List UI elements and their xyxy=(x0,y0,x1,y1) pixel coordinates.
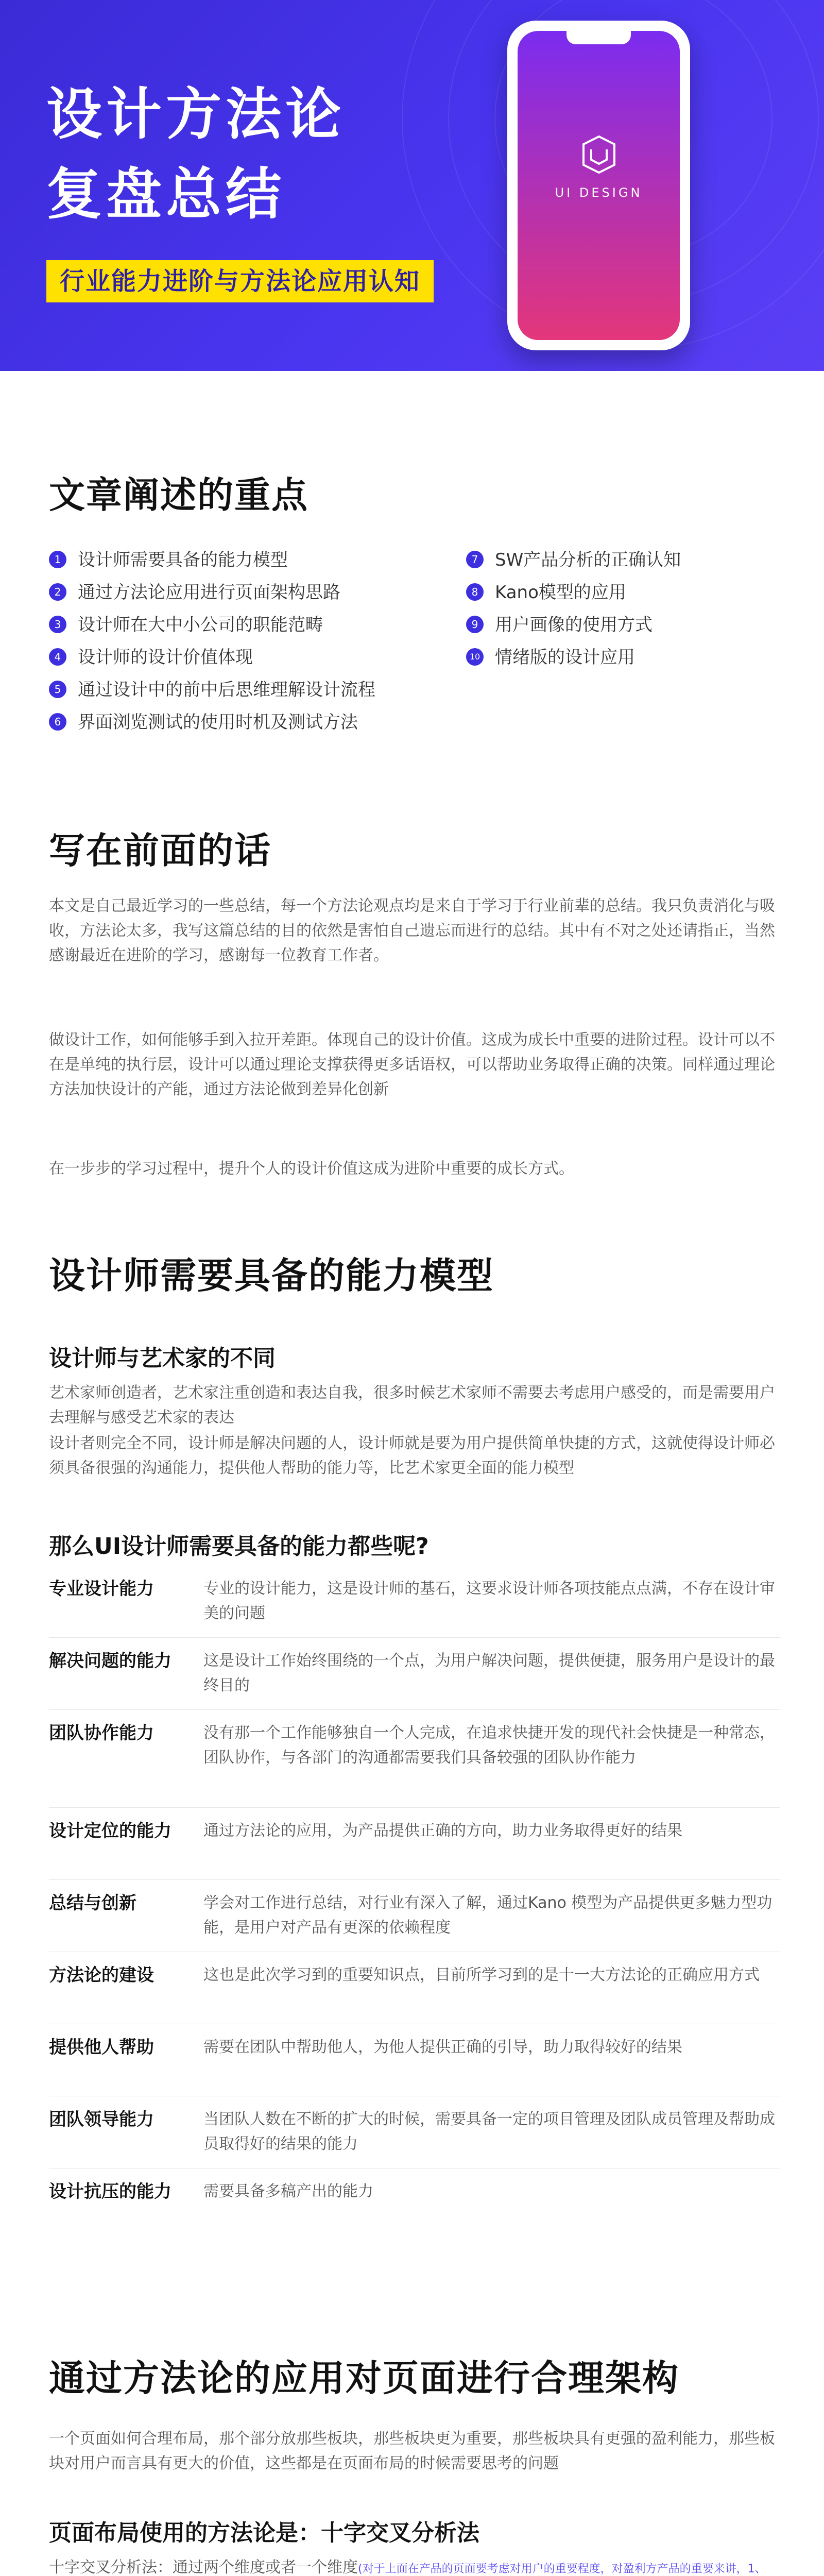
phone-notch xyxy=(566,31,631,44)
hero-subtitle: 行业能力进阶与方法论应用认知 xyxy=(46,260,434,302)
arch-paragraph-1: 一个页面如何合理布局，那个部分放那些板块，那些板块更为重要，那些板块具有更强的盈利能力，那些板块对用户而言具有更大的价值，这些都是在页面布局的时候需要思考的问题 xyxy=(49,2430,775,2472)
intro-heading: 写在前面的话 xyxy=(49,822,271,874)
ability-row: 总结与创新 学会对工作进行总结，对行业有深入了解，通过Kano 模型为产品提供更多魅力型功能，是用户对产品有更深的依赖程度 xyxy=(49,1891,780,1942)
toc-heading: 文章阐述的重点 xyxy=(49,466,308,518)
ability-row: 团队领导能力 当团队人数在不断的扩大的时候，需要具备一定的项目管理及团队成员管理及帮助成员取得好的结果的能力 xyxy=(49,2107,780,2159)
intro-paragraph-1: 本文是自己最近学习的一些总结，每一个方法论观点均是来自于学习于行业前辈的总结。我只负责消化与吸收，方法论太多，我写这篇总结的目的依然是害怕自己遗忘而进行的总结。其中有不对之处还请指正，当然感谢最近在进阶的学习，感谢每一位教育工作者。 xyxy=(49,897,775,964)
ability-subtitle-2: 那么UI设计师需要具备的能力都些呢? xyxy=(49,1533,429,1560)
ability-row: 设计抗压的能力 需要具备多稿产出的能力 xyxy=(49,2181,373,2202)
ability-subtitle-1: 设计师与艺术家的不同 xyxy=(49,1345,276,1371)
toc-item[interactable]: 8 Kano模型的应用 xyxy=(466,581,626,604)
ability-paragraph-1: 艺术家师创造者，艺术家注重创造和表达自我，很多时候艺术家师不需要去考虑用户感受的，而是需要用户去理解与感受艺术家的表达 xyxy=(49,1384,775,1427)
ability-paragraph-2: 设计者则完全不同，设计师是解决问题的人，设计师就是要为用户提供简单快捷的方式，这就使得设计师必须具备很强的沟通能力，提供他人帮助的能力等，比艺术家更全面的能力模型 xyxy=(49,1434,775,1477)
toc-item[interactable]: 1 设计师需要具备的能力模型 xyxy=(49,549,288,571)
intro-paragraph-2: 做设计工作，如何能够手到入拉开差距。体现自己的设计价值。这成为成长中重要的进阶过程。设计可以不在是单纯的执行层，设计可以通过理论支撑获得更多话语权，可以帮助业务取得正确的决策。同样通过理论方法加快设计的产能，通过方法论做到差异化创新 xyxy=(49,1031,775,1098)
toc-item[interactable]: 6 界面浏览测试的使用时机及测试方法 xyxy=(49,711,358,734)
phone-label: UI DESIGN xyxy=(555,185,643,200)
toc-item[interactable]: 7 SW产品分析的正确认知 xyxy=(466,549,681,571)
intro-paragraph-3: 在一步步的学习过程中，提升个人的设计价值这成为进阶中重要的成长方式。 xyxy=(49,1160,574,1178)
toc-item[interactable]: 2 通过方法论应用进行页面架构思路 xyxy=(49,581,340,604)
toc-item[interactable]: 4 设计师的设计价值体现 xyxy=(49,646,253,669)
ability-row: 团队协作能力 没有那一个工作能够独自一个人完成，在追求快捷开发的现代社会快捷是一种常态，团队协作，与各部门的沟通都需要我们具备较强的团队协作能力 xyxy=(49,1721,780,1797)
arch-subtitle: 页面布局使用的方法论是：十字交叉分析法 xyxy=(49,2520,479,2546)
toc-item[interactable]: 5 通过设计中的前中后思维理解设计流程 xyxy=(49,679,375,701)
phone-mockup xyxy=(507,21,690,350)
ui-design-logo-icon xyxy=(578,134,620,175)
ability-heading: 设计师需要具备的能力模型 xyxy=(49,1247,494,1299)
ability-row: 提供他人帮助 需要在团队中帮助他人，为他人提供正确的引导，助力取得较好的结果 xyxy=(49,2035,780,2087)
arch-heading: 通过方法论的应用对页面进行合理架构 xyxy=(49,2349,679,2401)
toc-item[interactable]: 3 设计师在大中小公司的职能范畴 xyxy=(49,614,323,636)
ability-row: 方法论的建设 这也是此次学习到的重要知识点，目前所学习到的是十一大方法论的正确应用方式 xyxy=(49,1963,780,2014)
toc-item[interactable]: 9 用户画像的使用方式 xyxy=(466,614,653,636)
toc-item[interactable]: 10 情绪版的设计应用 xyxy=(466,646,635,669)
hero-title-line1: 设计方法论 xyxy=(46,82,346,147)
arch-paragraph-2: 十字交叉分析法：通过两个维度或者一个维度(对于上面在产品的页面要考虑对用户的重要程度，对盈利方产品的重要来讲，1、 xyxy=(49,2558,766,2576)
phone-screen xyxy=(518,31,680,340)
ability-row: 解决问题的能力 这是设计工作始终围绕的一个点，为用户解决问题，提供便捷，服务用户是设计的最终目的 xyxy=(49,1649,780,1700)
hero-title-line2: 复盘总结 xyxy=(46,162,286,227)
ability-row: 设计定位的能力 通过方法论的应用，为产品提供正确的方向，助力业务取得更好的结果 xyxy=(49,1819,780,1870)
ability-row: 专业设计能力 专业的设计能力，这是设计师的基石，这要求设计师各项技能点点满，不存在设计审美的问题 xyxy=(49,1577,780,1628)
hero-banner xyxy=(0,0,824,371)
